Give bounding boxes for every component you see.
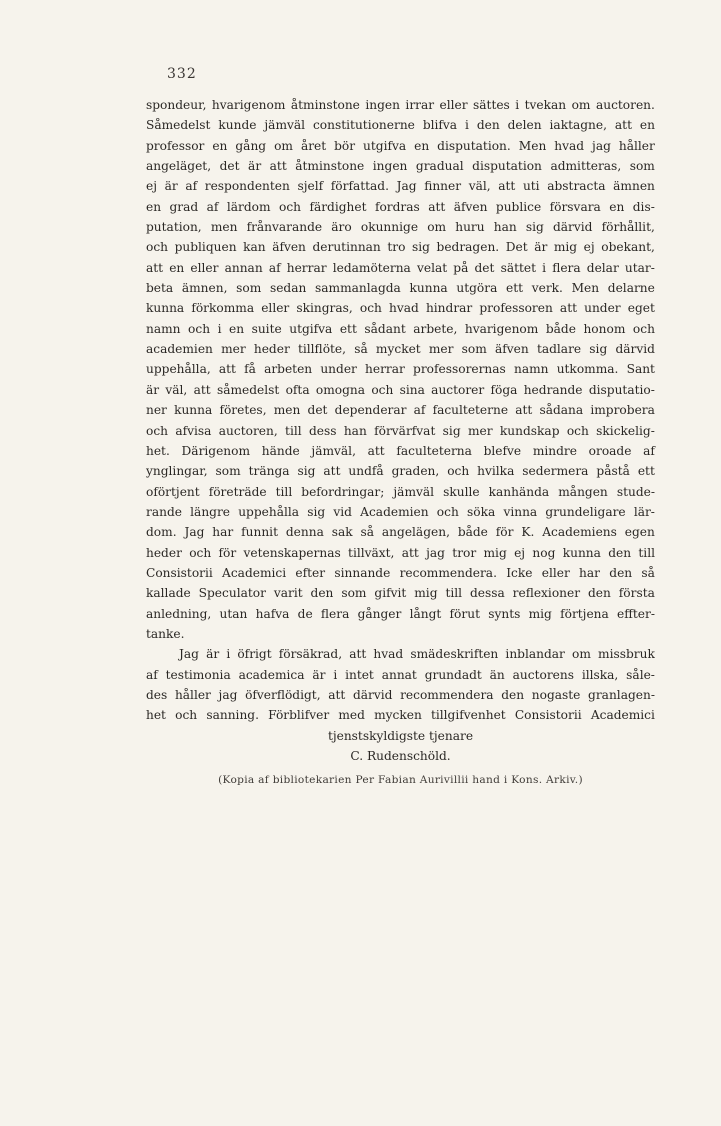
text-line: professor en gång om året bör utgifva en disputation. Men hvad jag håller <box>146 138 655 153</box>
text-line: Såmedelst kunde jämväl constitutionerne blifva i den delen iaktagne, att en <box>146 118 655 133</box>
text-line: het. Därigenom hände jämväl, att faculteterna blefve mindre oroade af <box>146 443 655 458</box>
text-line: rande längre uppehålla sig vid Academien och söka vinna grundeligare lär- <box>146 504 655 519</box>
text-body <box>146 95 655 791</box>
text-line: är väl, att såmedelst ofta omogna och sina auctorer föga hedrande disputatio- <box>146 382 655 397</box>
closing: tjenstskyldigste tjenare <box>327 728 474 743</box>
text-line: tanke. <box>146 626 185 641</box>
text-line: en grad af lärdom och färdighet fordras att äfven publice försvara en dis- <box>146 199 655 214</box>
text-line: Consistorii Academici efter sinnande recommendera. Icke eller har den så <box>146 565 655 580</box>
text-line: angeläget, det är att åtminstone ingen gradual disputation admitteras, som <box>146 159 655 174</box>
text-line: heder och för vetenskapernas tillväxt, att jag tror mig ej nog kunna den till <box>146 545 655 560</box>
signature: C. Rudenschöld. <box>350 749 451 763</box>
paragraph <box>146 644 655 725</box>
text-line: och afvisa auctoren, till dess han förvärfvat sig mer kundskap och skickelig- <box>146 423 655 438</box>
text-line: att en eller annan af herrar ledamöterna velat på det sättet i flera delar utar- <box>146 260 655 275</box>
source-note-line <box>146 770 655 790</box>
text-line: spondeur, hvarigenom åtminstone ingen irrar eller sättes i tvekan om auctoren. <box>146 98 655 112</box>
text-line: af testimonia academica är i intet annat grundadt än auctorens illska, såle- <box>146 667 655 682</box>
text-line: och publiquen kan äfven derutinnan tro sig bedragen. Det är mig ej obekant, <box>146 240 655 255</box>
text-line: ynglingar, som tränga sig att undfå graden, och hvilka sedermera påstå ett <box>146 464 655 479</box>
text-line: Jag är i öfrigt försäkrad, att hvad smädeskriften inblandar om missbruk <box>179 647 655 662</box>
source-note: (Kopia af bibliotekarien Per Fabian Aurivillii hand i Kons. Arkiv.) <box>218 774 583 787</box>
text-line: dom. Jag har funnit denna sak så angelägen, både för K. Academiens egen <box>146 525 655 540</box>
text-line: namn och i en suite utgifva ett sådant arbete, hvarigenom både honom och <box>146 321 655 336</box>
paragraph <box>146 95 655 644</box>
paragraphs <box>146 95 655 726</box>
closing-line <box>146 726 655 746</box>
text-line: anledning, utan hafva de flera gånger långt förut synts mig förtjena effter- <box>146 606 655 621</box>
text-line: putation, men frånvarande äro okunnige om huru han sig därvid förhållit, <box>146 220 655 235</box>
text-line: het och sanning. Förblifver med mycken tillgifvenhet Consistorii Academici <box>146 708 655 723</box>
text-line: des håller jag öfverflödigt, att därvid recommendera den nogaste granlagen- <box>146 687 655 702</box>
text-line: academien mer heder tillflöte, så mycket mer som äfven tadlare sig därvid <box>146 342 655 357</box>
text-line: beta ämnen, som sedan sammanlagda kunna utgöra ett verk. Men delarne <box>146 281 655 296</box>
text-line: uppehålla, att få arbeten under herrar professorernas namn utkomma. Sant <box>146 362 655 377</box>
text-line: oförtjent företräde till befordringar; jämväl skulle kanhända mången stude- <box>146 484 655 499</box>
signature-line <box>146 746 655 766</box>
text-line: ner kunna företes, men det dependerar af faculteterne att sådana improbera <box>146 403 655 418</box>
text-line: ej är af respondenten sjelf författad. Jag finner väl, att uti abstracta ämnen <box>146 179 655 194</box>
text-line: kallade Speculator varit den som gifvit mig till dessa reflexioner den första <box>146 586 655 601</box>
text-line: kunna förkomma eller skingras, och hvad hindrar professoren att under eget <box>146 301 655 316</box>
page-number: 332 <box>167 66 197 82</box>
